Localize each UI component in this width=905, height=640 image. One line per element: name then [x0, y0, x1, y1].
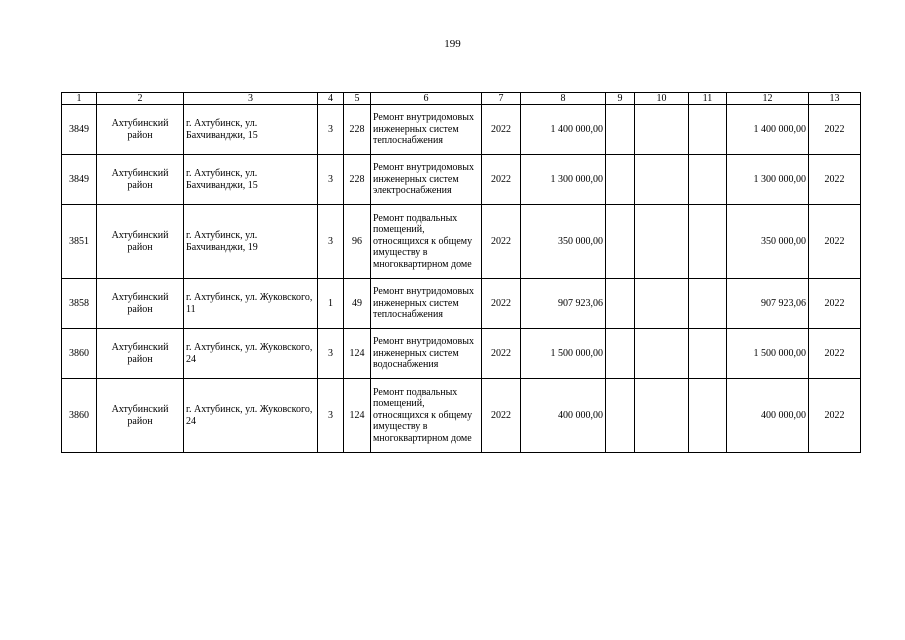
col11-cell [689, 205, 727, 279]
column-number-header [62, 93, 861, 105]
table-row [62, 379, 861, 453]
col10-cell [635, 155, 689, 205]
address-cell: г. Ахтубинск, ул. Жуковского, 24 [184, 329, 318, 379]
col11-cell [689, 329, 727, 379]
work-type-cell: Ремонт внутридомовых инженерных систем электроснабжения [371, 155, 482, 205]
col11-cell [689, 379, 727, 453]
total-cell: 1 400 000,00 [727, 105, 809, 155]
district-cell: Ахтубинский район [97, 155, 184, 205]
column-header: 12 [727, 93, 809, 105]
row-id: 3860 [62, 379, 97, 453]
col4-cell: 3 [318, 205, 344, 279]
column-header: 7 [482, 93, 521, 105]
completion-year-cell: 2022 [809, 155, 861, 205]
table-row [62, 329, 861, 379]
work-type-cell: Ремонт внутридомовых инженерных систем теплоснабжения [371, 279, 482, 329]
table-row [62, 105, 861, 155]
column-header: 3 [184, 93, 318, 105]
column-header: 11 [689, 93, 727, 105]
district-cell: Ахтубинский район [97, 105, 184, 155]
row-id: 3860 [62, 329, 97, 379]
year-cell: 2022 [482, 379, 521, 453]
row-id: 3849 [62, 105, 97, 155]
address-cell: г. Ахтубинск, ул. Жуковского, 11 [184, 279, 318, 329]
col11-cell [689, 105, 727, 155]
row-id: 3851 [62, 205, 97, 279]
col4-cell: 3 [318, 379, 344, 453]
col11-cell [689, 155, 727, 205]
row-id: 3858 [62, 279, 97, 329]
column-header: 4 [318, 93, 344, 105]
completion-year-cell: 2022 [809, 105, 861, 155]
work-type-cell: Ремонт внутридомовых инженерных систем теплоснабжения [371, 105, 482, 155]
cost-cell: 907 923,06 [521, 279, 606, 329]
table-row [62, 205, 861, 279]
work-type-cell: Ремонт подвальных помещений, относящихся к общему имуществу в многоквартирном доме [371, 379, 482, 453]
completion-year-cell: 2022 [809, 329, 861, 379]
column-header: 10 [635, 93, 689, 105]
col5-cell: 124 [344, 379, 371, 453]
col10-cell [635, 105, 689, 155]
col9-cell [606, 205, 635, 279]
district-cell: Ахтубинский район [97, 329, 184, 379]
cost-cell: 350 000,00 [521, 205, 606, 279]
col5-cell: 124 [344, 329, 371, 379]
col4-cell: 3 [318, 329, 344, 379]
column-header: 1 [62, 93, 97, 105]
cost-cell: 1 500 000,00 [521, 329, 606, 379]
completion-year-cell: 2022 [809, 279, 861, 329]
col11-cell [689, 279, 727, 329]
col5-cell: 228 [344, 105, 371, 155]
page-number: 199 [444, 38, 461, 50]
year-cell: 2022 [482, 155, 521, 205]
total-cell: 350 000,00 [727, 205, 809, 279]
cost-cell: 400 000,00 [521, 379, 606, 453]
column-header: 2 [97, 93, 184, 105]
col10-cell [635, 279, 689, 329]
completion-year-cell: 2022 [809, 205, 861, 279]
col4-cell: 1 [318, 279, 344, 329]
table-row [62, 279, 861, 329]
address-cell: г. Ахтубинск, ул. Бахчиванджи, 15 [184, 155, 318, 205]
work-type-cell: Ремонт внутридомовых инженерных систем водоснабжения [371, 329, 482, 379]
column-header: 6 [371, 93, 482, 105]
col5-cell: 228 [344, 155, 371, 205]
address-cell: г. Ахтубинск, ул. Бахчиванджи, 19 [184, 205, 318, 279]
total-cell: 400 000,00 [727, 379, 809, 453]
col10-cell [635, 379, 689, 453]
col9-cell [606, 329, 635, 379]
cost-cell: 1 300 000,00 [521, 155, 606, 205]
col5-cell: 96 [344, 205, 371, 279]
cost-cell: 1 400 000,00 [521, 105, 606, 155]
column-header: 9 [606, 93, 635, 105]
district-cell: Ахтубинский район [97, 379, 184, 453]
repair-program-table [61, 92, 861, 453]
year-cell: 2022 [482, 279, 521, 329]
col9-cell [606, 379, 635, 453]
district-cell: Ахтубинский район [97, 205, 184, 279]
year-cell: 2022 [482, 205, 521, 279]
completion-year-cell: 2022 [809, 379, 861, 453]
col9-cell [606, 155, 635, 205]
year-cell: 2022 [482, 329, 521, 379]
year-cell: 2022 [482, 105, 521, 155]
col9-cell [606, 105, 635, 155]
total-cell: 907 923,06 [727, 279, 809, 329]
col10-cell [635, 329, 689, 379]
column-header: 13 [809, 93, 861, 105]
col4-cell: 3 [318, 155, 344, 205]
col4-cell: 3 [318, 105, 344, 155]
address-cell: г. Ахтубинск, ул. Бахчиванджи, 15 [184, 105, 318, 155]
col10-cell [635, 205, 689, 279]
column-header: 5 [344, 93, 371, 105]
column-header: 8 [521, 93, 606, 105]
table-row [62, 155, 861, 205]
col9-cell [606, 279, 635, 329]
total-cell: 1 300 000,00 [727, 155, 809, 205]
col5-cell: 49 [344, 279, 371, 329]
row-id: 3849 [62, 155, 97, 205]
total-cell: 1 500 000,00 [727, 329, 809, 379]
district-cell: Ахтубинский район [97, 279, 184, 329]
address-cell: г. Ахтубинск, ул. Жуковского, 24 [184, 379, 318, 453]
work-type-cell: Ремонт подвальных помещений, относящихся к общему имуществу в многоквартирном доме [371, 205, 482, 279]
